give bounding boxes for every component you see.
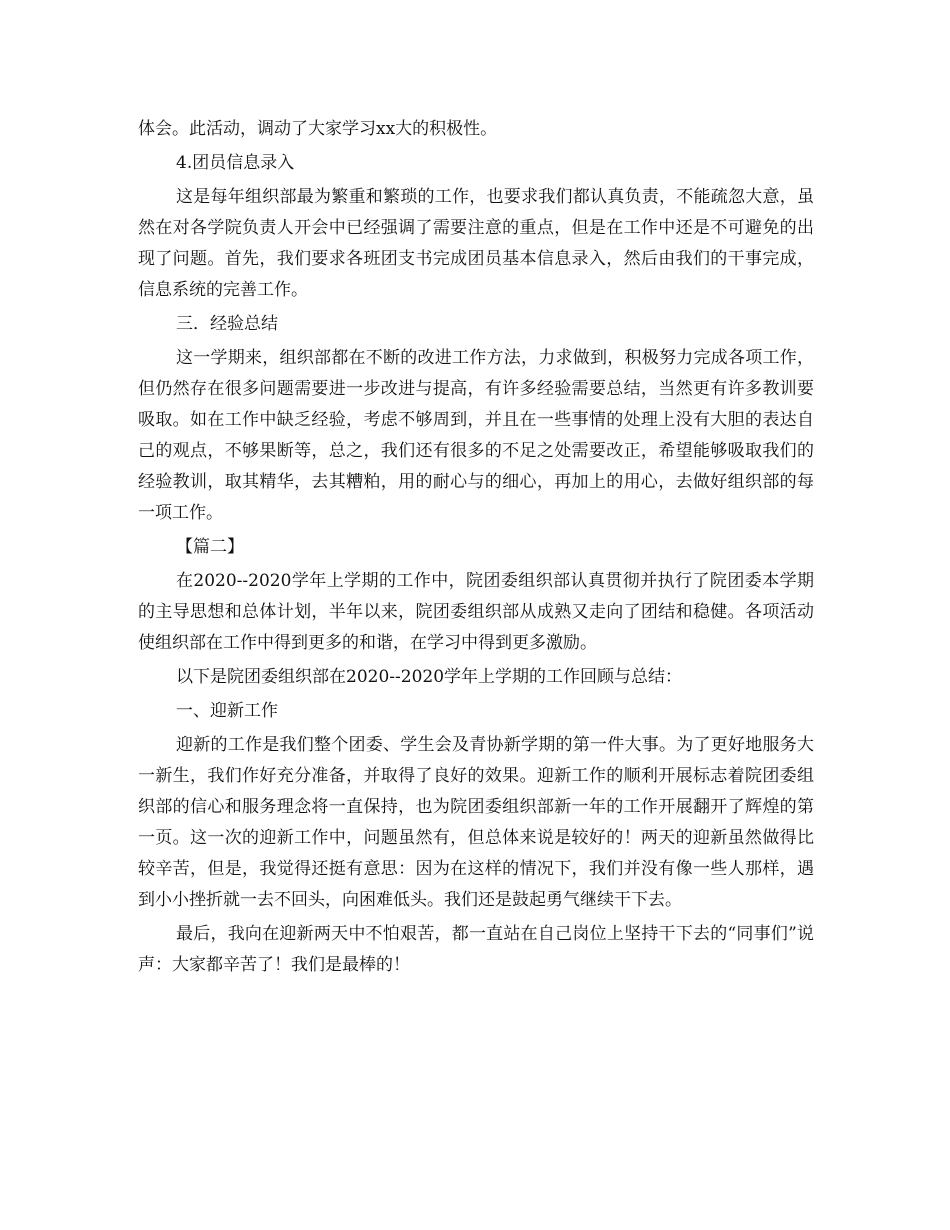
paragraph: 最后，我向在迎新两天中不怕艰苦，都一直站在自己岗位上坚持干下去的“同事们”说声：大家都辛苦了！我们是最棒的！ — [138, 924, 814, 975]
paragraph: 迎新的工作是我们整个团委、学生会及青协新学期的第一件大事。为了更好地服务大一新生，我们作好充分准备，并取得了良好的效果。迎新工作的顺利开展标志着院团委组织部的信心和服务理念将一直保持，也为院团委组织部新一年的工作开展翻开了辉煌的第一页。这一次的迎新工作中，问题虽然有，但总体来说是较好的！两天的迎新虽然做得比较辛苦，但是，我觉得还挺有意思：因为在这样的情况下，我们并没有像一些人那样，遇到小小挫折就一去不回头，向困难低头。我们还是鼓起勇气继续干下去。 — [138, 735, 814, 910]
section-heading: 三．经验总结 — [176, 314, 278, 334]
section-heading: 一、迎新工作 — [176, 701, 278, 721]
paragraph: 在2020--2020学年上学期的工作中，院团委组织部认真贯彻并执行了院团委本学期的主导思想和总体计划，半年以来，院团委组织部从成熟又走向了团结和稳健。各项活动使组织部在工作中得到更多的和谐，在学习中得到更多激励。 — [138, 571, 814, 653]
paragraph: 这一学期来，组织部都在不断的改进工作方法，力求做到，积极努力完成各项工作，但仍然存在很多问题需要进一步改进与提高，有许多经验需要总结，当然更有许多教训要吸取。如在工作中缺乏经验，考虑不够周到，并且在一些事情的处理上没有大胆的表达自己的观点，不够果断等，总之，我们还有很多的不足之处需要改正，希望能够吸取我们的经验教训，取其精华，去其糟粕，用的耐心与的细心，再加上的用心，去做好组织部的每一项工作。 — [138, 348, 814, 523]
paragraph: 以下是院团委组织部在2020--2020学年上学期的工作回顾与总结： — [176, 667, 683, 687]
paragraph: 体会。此活动，调动了大家学习xx大的积极性。 — [138, 119, 498, 139]
section-heading: 4.团员信息录入 — [176, 153, 295, 173]
part-heading: 【篇二】 — [176, 537, 244, 557]
document-body — [138, 114, 814, 984]
paragraph: 这是每年组织部最为繁重和繁琐的工作，也要求我们都认真负责，不能疏忽大意，虽然在对各学院负责人开会中已经强调了需要注意的重点，但是在工作中还是不可避免的出现了问题。首先，我们要求各班团支书完成团员基本信息录入，然后由我们的干事完成，信息系统的完善工作。 — [138, 187, 814, 300]
